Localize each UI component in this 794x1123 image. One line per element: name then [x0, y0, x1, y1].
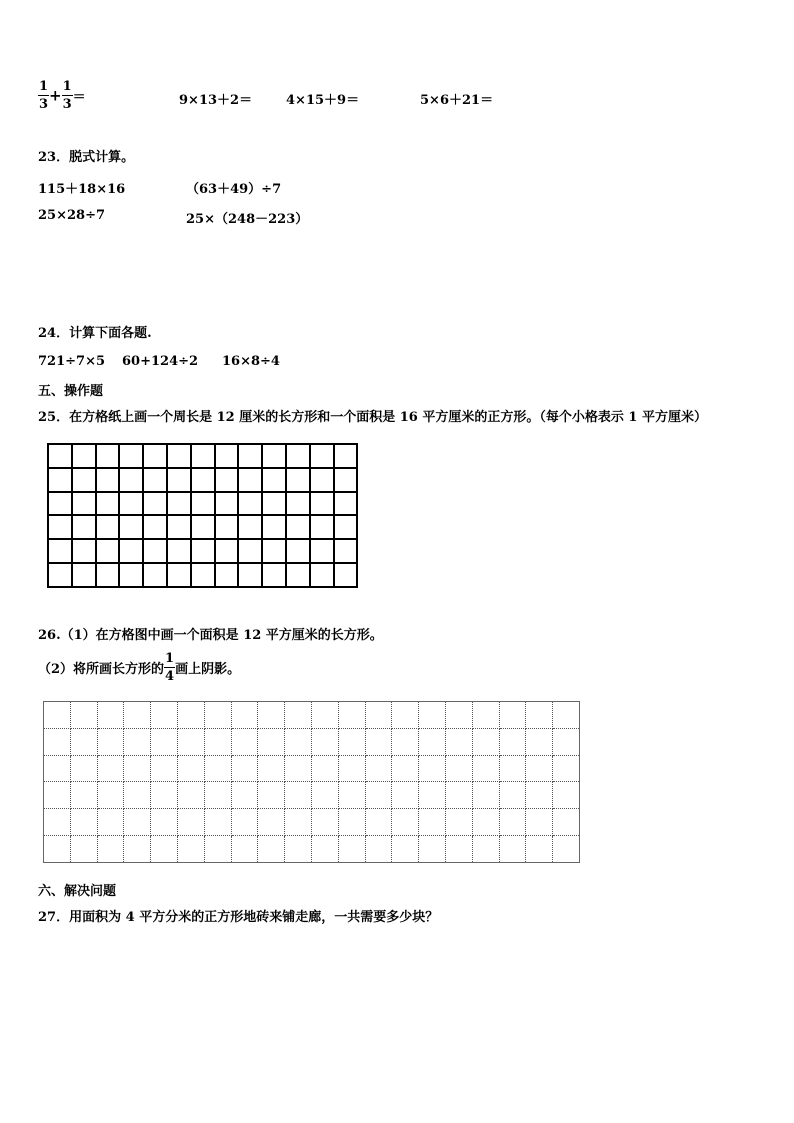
fraction-a-num: 1	[39, 79, 49, 94]
grid-cell[interactable]	[365, 835, 392, 862]
grid-cell[interactable]	[215, 515, 239, 539]
grid-cell[interactable]	[191, 563, 215, 587]
grid-cell[interactable]	[445, 835, 472, 862]
q23-item-3: 25×28÷7	[38, 208, 106, 223]
grid-cell[interactable]	[526, 755, 553, 782]
grid-cell[interactable]	[204, 835, 231, 862]
grid-cell[interactable]	[72, 492, 96, 516]
row1-expr3: 4×15＋9＝	[286, 93, 360, 108]
q23-item-2: （63＋49）÷7	[186, 182, 282, 197]
grid-cell[interactable]	[419, 782, 446, 809]
grid-cell[interactable]	[48, 492, 72, 516]
grid-cell[interactable]	[97, 809, 124, 836]
grid-cell[interactable]	[231, 755, 258, 782]
grid-cell[interactable]	[97, 702, 124, 729]
q26-grid[interactable]	[43, 701, 580, 863]
grid-cell[interactable]	[231, 835, 258, 862]
grid-cell[interactable]	[96, 539, 120, 563]
grid-cell[interactable]	[553, 755, 580, 782]
grid-cell[interactable]	[72, 468, 96, 492]
grid-cell[interactable]	[334, 539, 358, 563]
grid-cell[interactable]	[72, 539, 96, 563]
grid-cell[interactable]	[310, 492, 334, 516]
grid-cell[interactable]	[338, 728, 365, 755]
grid-cell[interactable]	[445, 809, 472, 836]
grid-cell[interactable]	[215, 468, 239, 492]
grid-cell[interactable]	[151, 702, 178, 729]
grid-cell[interactable]	[177, 702, 204, 729]
grid-cell[interactable]	[334, 563, 358, 587]
grid-cell[interactable]	[285, 809, 312, 836]
grid-cell[interactable]	[97, 835, 124, 862]
grid-cell[interactable]	[231, 809, 258, 836]
grid-cell[interactable]	[70, 782, 97, 809]
grid-cell[interactable]	[499, 728, 526, 755]
equals-sign: ＝	[72, 90, 86, 105]
grid-cell[interactable]	[365, 728, 392, 755]
q24-item-2: 60+124÷2	[122, 354, 199, 369]
grid-cell[interactable]	[215, 492, 239, 516]
grid-cell[interactable]	[96, 563, 120, 587]
fraction-b-num: 1	[62, 79, 72, 94]
grid-cell[interactable]	[334, 492, 358, 516]
grid-cell[interactable]	[553, 809, 580, 836]
plus-sign: +	[49, 86, 62, 105]
grid-cell[interactable]	[48, 539, 72, 563]
grid-row	[44, 755, 580, 782]
grid-cell[interactable]	[151, 782, 178, 809]
grid-cell[interactable]	[392, 782, 419, 809]
grid-cell[interactable]	[286, 468, 310, 492]
grid-cell[interactable]	[499, 782, 526, 809]
grid-cell[interactable]	[177, 728, 204, 755]
grid-cell[interactable]	[338, 809, 365, 836]
section-6-heading: 六、解决问题	[38, 884, 117, 899]
grid-cell[interactable]	[419, 702, 446, 729]
grid-cell[interactable]	[262, 492, 286, 516]
grid-cell[interactable]	[238, 492, 262, 516]
grid-cell[interactable]	[143, 468, 167, 492]
grid-cell[interactable]	[286, 492, 310, 516]
grid-cell[interactable]	[44, 728, 71, 755]
grid-cell[interactable]	[445, 755, 472, 782]
grid-row	[44, 835, 580, 862]
grid-cell[interactable]	[119, 539, 143, 563]
grid-cell[interactable]	[311, 755, 338, 782]
grid-cell[interactable]	[286, 563, 310, 587]
grid-cell[interactable]	[167, 468, 191, 492]
q23-item-4: 25×（248－223）	[186, 212, 309, 227]
grid-cell[interactable]	[472, 755, 499, 782]
grid-cell[interactable]	[151, 809, 178, 836]
q26-part2-prefix: （2）将所画长方形的	[38, 662, 165, 677]
row1-expr2: 9×13＋2＝	[179, 93, 253, 108]
grid-cell[interactable]	[526, 728, 553, 755]
grid-cell[interactable]	[70, 835, 97, 862]
grid-cell[interactable]	[151, 755, 178, 782]
grid-cell[interactable]	[215, 563, 239, 587]
grid-cell[interactable]	[445, 702, 472, 729]
grid-cell[interactable]	[365, 755, 392, 782]
q26-part2-suffix: 画上阴影。	[175, 662, 241, 677]
grid-cell[interactable]	[96, 492, 120, 516]
grid-row	[48, 492, 357, 516]
grid-cell[interactable]	[204, 728, 231, 755]
grid-cell[interactable]	[167, 444, 191, 468]
grid-cell[interactable]	[499, 809, 526, 836]
grid-cell[interactable]	[177, 755, 204, 782]
grid-cell[interactable]	[151, 835, 178, 862]
grid-cell[interactable]	[119, 563, 143, 587]
grid-cell[interactable]	[334, 515, 358, 539]
grid-cell[interactable]	[215, 444, 239, 468]
grid-cell[interactable]	[526, 835, 553, 862]
grid-cell[interactable]	[262, 539, 286, 563]
grid-cell[interactable]	[191, 444, 215, 468]
grid-cell[interactable]	[191, 468, 215, 492]
grid-row	[48, 563, 357, 587]
grid-cell[interactable]	[124, 782, 151, 809]
grid-cell[interactable]	[119, 468, 143, 492]
grid-cell[interactable]	[286, 444, 310, 468]
grid-cell[interactable]	[310, 515, 334, 539]
grid-cell[interactable]	[392, 702, 419, 729]
grid-cell[interactable]	[124, 728, 151, 755]
grid-cell[interactable]	[258, 809, 285, 836]
grid-cell[interactable]	[334, 444, 358, 468]
q25-grid[interactable]	[47, 443, 358, 588]
grid-cell[interactable]	[472, 702, 499, 729]
q26-part2	[38, 652, 240, 683]
grid-cell[interactable]	[44, 809, 71, 836]
grid-cell[interactable]	[124, 702, 151, 729]
grid-cell[interactable]	[167, 492, 191, 516]
grid-cell[interactable]	[258, 728, 285, 755]
grid-cell[interactable]	[419, 755, 446, 782]
row1-expr4: 5×6＋21＝	[420, 93, 494, 108]
grid-cell[interactable]	[472, 782, 499, 809]
grid-cell[interactable]	[177, 809, 204, 836]
grid-row	[44, 728, 580, 755]
fraction-a	[38, 80, 49, 111]
grid-cell[interactable]	[310, 563, 334, 587]
grid-cell[interactable]	[553, 728, 580, 755]
grid-cell[interactable]	[238, 468, 262, 492]
grid-cell[interactable]	[553, 835, 580, 862]
grid-cell[interactable]	[48, 563, 72, 587]
grid-row	[48, 468, 357, 492]
grid-cell[interactable]	[167, 515, 191, 539]
q24-title: 24．计算下面各题.	[38, 326, 152, 341]
grid-cell[interactable]	[499, 702, 526, 729]
grid-cell[interactable]	[311, 728, 338, 755]
grid-cell[interactable]	[191, 492, 215, 516]
q24-item-1: 721÷7×5	[38, 354, 106, 369]
grid-cell[interactable]	[119, 492, 143, 516]
grid-cell[interactable]	[204, 809, 231, 836]
grid-cell[interactable]	[48, 515, 72, 539]
grid-cell[interactable]	[44, 835, 71, 862]
grid-cell[interactable]	[124, 835, 151, 862]
grid-cell[interactable]	[215, 539, 239, 563]
grid-cell[interactable]	[392, 835, 419, 862]
grid-cell[interactable]	[204, 755, 231, 782]
q26-part1: 26.（1）在方格图中画一个面积是 12 平方厘米的长方形。	[38, 628, 383, 643]
grid-cell[interactable]	[258, 702, 285, 729]
grid-cell[interactable]	[177, 835, 204, 862]
grid-cell[interactable]	[191, 539, 215, 563]
grid-cell[interactable]	[262, 468, 286, 492]
grid-cell[interactable]	[286, 515, 310, 539]
q26-fraction-num: 1	[165, 651, 175, 666]
grid-cell[interactable]	[119, 444, 143, 468]
grid-cell[interactable]	[97, 782, 124, 809]
grid-cell[interactable]	[365, 702, 392, 729]
grid-cell[interactable]	[238, 563, 262, 587]
grid-cell[interactable]	[286, 539, 310, 563]
grid-cell[interactable]	[167, 563, 191, 587]
grid-cell[interactable]	[48, 468, 72, 492]
grid-cell[interactable]	[445, 782, 472, 809]
grid-cell[interactable]	[445, 728, 472, 755]
q24-item-3: 16×8÷4	[222, 354, 280, 369]
grid-cell[interactable]	[70, 728, 97, 755]
grid-cell[interactable]	[204, 782, 231, 809]
grid-cell[interactable]	[143, 444, 167, 468]
grid-cell[interactable]	[392, 755, 419, 782]
grid-cell[interactable]	[526, 809, 553, 836]
grid-cell[interactable]	[204, 702, 231, 729]
grid-cell[interactable]	[151, 728, 178, 755]
grid-cell[interactable]	[44, 755, 71, 782]
grid-cell[interactable]	[70, 702, 97, 729]
grid-cell[interactable]	[258, 835, 285, 862]
grid-cell[interactable]	[310, 539, 334, 563]
grid-cell[interactable]	[472, 728, 499, 755]
row1-expr1	[38, 80, 86, 111]
grid-cell[interactable]	[338, 835, 365, 862]
grid-cell[interactable]	[285, 702, 312, 729]
grid-cell[interactable]	[310, 444, 334, 468]
grid-cell[interactable]	[499, 755, 526, 782]
grid-cell[interactable]	[124, 809, 151, 836]
grid-cell[interactable]	[499, 835, 526, 862]
grid-cell[interactable]	[97, 728, 124, 755]
grid-cell[interactable]	[96, 444, 120, 468]
grid-cell[interactable]	[311, 782, 338, 809]
grid-cell[interactable]	[48, 444, 72, 468]
grid-cell[interactable]	[311, 702, 338, 729]
grid-cell[interactable]	[419, 809, 446, 836]
grid-cell[interactable]	[419, 728, 446, 755]
fraction-a-den: 3	[39, 97, 49, 112]
grid-cell[interactable]	[392, 809, 419, 836]
q27-text: 27．用面积为 4 平方分米的正方形地砖来铺走廊，一共需要多少块？	[38, 910, 439, 925]
grid-row	[48, 444, 357, 468]
q25-text: 25．在方格纸上画一个周长是 12 厘米的长方形和一个面积是 16 平方厘米的正方形。（每个小格表示 1 平方厘米）	[38, 410, 707, 425]
grid-cell[interactable]	[72, 444, 96, 468]
grid-row	[48, 515, 357, 539]
grid-cell[interactable]	[143, 563, 167, 587]
grid-cell[interactable]	[553, 782, 580, 809]
grid-cell[interactable]	[44, 782, 71, 809]
grid-cell[interactable]	[262, 563, 286, 587]
grid-row	[44, 782, 580, 809]
grid-row	[44, 702, 580, 729]
grid-cell[interactable]	[238, 444, 262, 468]
grid-cell[interactable]	[311, 835, 338, 862]
grid-cell[interactable]	[526, 782, 553, 809]
grid-cell[interactable]	[191, 515, 215, 539]
grid-cell[interactable]	[285, 782, 312, 809]
grid-cell[interactable]	[177, 782, 204, 809]
grid-cell[interactable]	[419, 835, 446, 862]
grid-row	[44, 809, 580, 836]
grid-cell[interactable]	[285, 755, 312, 782]
grid-cell[interactable]	[472, 809, 499, 836]
grid-cell[interactable]	[167, 539, 191, 563]
grid-cell[interactable]	[96, 515, 120, 539]
grid-cell[interactable]	[258, 782, 285, 809]
grid-cell[interactable]	[285, 835, 312, 862]
grid-cell[interactable]	[96, 468, 120, 492]
grid-cell[interactable]	[143, 492, 167, 516]
q23-item-1: 115＋18×16	[38, 182, 126, 197]
fraction-b-den: 3	[62, 97, 72, 112]
grid-cell[interactable]	[338, 702, 365, 729]
q26-fraction-den: 4	[165, 669, 175, 684]
grid-cell[interactable]	[97, 755, 124, 782]
grid-cell[interactable]	[119, 515, 143, 539]
grid-cell[interactable]	[338, 782, 365, 809]
grid-cell[interactable]	[238, 515, 262, 539]
grid-cell[interactable]	[72, 563, 96, 587]
grid-cell[interactable]	[392, 728, 419, 755]
grid-cell[interactable]	[70, 755, 97, 782]
grid-cell[interactable]	[231, 702, 258, 729]
grid-cell[interactable]	[72, 515, 96, 539]
grid-cell[interactable]	[231, 782, 258, 809]
grid-cell[interactable]	[472, 835, 499, 862]
grid-cell[interactable]	[44, 702, 71, 729]
grid-cell[interactable]	[238, 539, 262, 563]
grid-cell[interactable]	[262, 515, 286, 539]
grid-cell[interactable]	[70, 809, 97, 836]
fraction-b	[62, 80, 73, 111]
grid-cell[interactable]	[365, 809, 392, 836]
grid-cell[interactable]	[231, 728, 258, 755]
grid-cell[interactable]	[334, 468, 358, 492]
grid-cell[interactable]	[526, 702, 553, 729]
grid-cell[interactable]	[262, 444, 286, 468]
grid-cell[interactable]	[338, 755, 365, 782]
grid-cell[interactable]	[310, 468, 334, 492]
grid-cell[interactable]	[285, 728, 312, 755]
section-5-heading: 五、操作题	[38, 384, 104, 399]
q23-title: 23．脱式计算。	[38, 150, 135, 165]
grid-row	[48, 539, 357, 563]
grid-cell[interactable]	[124, 755, 151, 782]
grid-cell[interactable]	[365, 782, 392, 809]
grid-cell[interactable]	[258, 755, 285, 782]
grid-cell[interactable]	[143, 515, 167, 539]
q26-fraction	[164, 652, 175, 683]
grid-cell[interactable]	[311, 809, 338, 836]
grid-cell[interactable]	[143, 539, 167, 563]
grid-cell[interactable]	[553, 702, 580, 729]
